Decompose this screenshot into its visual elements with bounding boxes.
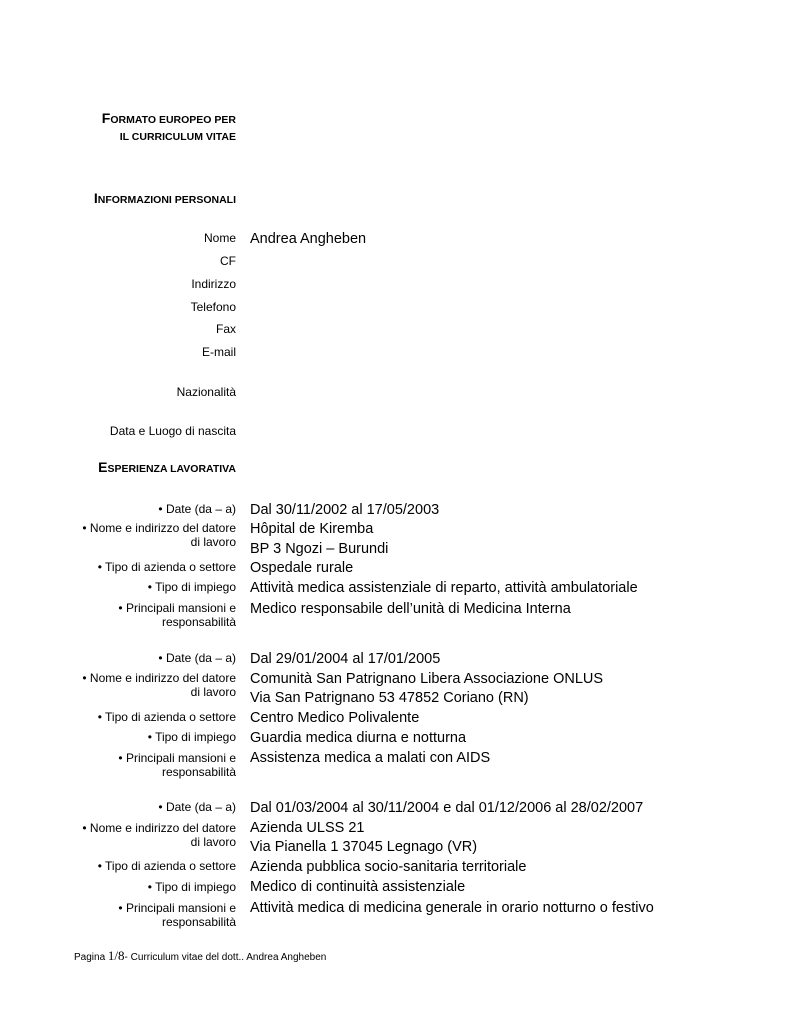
label-cf: CF (220, 254, 236, 268)
entry-3-job-type: Medico di continuità assistenziale (250, 879, 466, 895)
section-heading-personal-info (60, 191, 236, 207)
label-indirizzo: Indirizzo (191, 277, 236, 291)
label-date: • Date (da – a) (158, 800, 236, 814)
entry-2-sector: Centro Medico Polivalente (250, 710, 420, 726)
label-job-type: • Tipo di impiego (147, 580, 236, 594)
label-nome: Nome (203, 231, 236, 245)
section-heading-cap: E (98, 459, 108, 475)
label-fax: Fax (215, 322, 236, 336)
label-employer: • Nome e indirizzo del datore di lavoro (82, 671, 236, 699)
entry-1-job-type: Attività medica assistenziale di reparto, attività ambulatoriale (250, 580, 638, 596)
footer-document-title: - Curriculum vitae del dott.. Andrea Angheben (124, 952, 327, 963)
label-employer: • Nome e indirizzo del datore di lavoro (82, 521, 236, 549)
label-data-luogo-nascita: Data e Luogo di nascita (109, 424, 236, 438)
label-date: • Date (da – a) (158, 502, 236, 516)
label-sector: • Tipo di azienda o settore (97, 560, 236, 574)
label-email: E-mail (201, 345, 236, 359)
footer-page-number: 1/8 (107, 948, 125, 963)
entry-3-date: Dal 01/03/2004 al 30/11/2004 e dal 01/12/2006 al 28/02/2007 (250, 800, 644, 816)
section-heading-rest: SPERIENZA LAVORATIVA (107, 463, 236, 475)
title-initial-cap: F (101, 110, 111, 126)
title-line2-text: IL CURRICULUM VITAE (119, 131, 236, 143)
label-duties: • Principali mansioni e responsabilità (118, 601, 236, 629)
document-title-line2 (60, 128, 236, 144)
entry-3-employer-name: Azienda ULSS 21 (250, 820, 365, 836)
entry-2-duties: Assistenza medica a malati con AIDS (250, 750, 491, 766)
entry-2-employer-address: Via San Patrignano 53 47852 Coriano (RN) (250, 690, 529, 706)
label-sector: • Tipo di azienda o settore (97, 710, 236, 724)
section-heading-rest: NFORMAZIONI PERSONALI (97, 194, 236, 206)
label-job-type: • Tipo di impiego (147, 880, 236, 894)
section-heading-cap: I (93, 190, 98, 206)
label-employer: • Nome e indirizzo del datore di lavoro (82, 821, 236, 849)
label-duties: • Principali mansioni e responsabilità (118, 751, 236, 779)
label-duties: • Principali mansioni e responsabilità (118, 901, 236, 929)
label-job-type: • Tipo di impiego (147, 730, 236, 744)
entry-3-duties: Attività medica di medicina generale in orario notturno o festivo (250, 900, 654, 916)
entry-1-employer-address: BP 3 Ngozi – Burundi (250, 541, 389, 557)
entry-2-date: Dal 29/01/2004 al 17/01/2005 (250, 651, 441, 667)
label-sector: • Tipo di azienda o settore (97, 859, 236, 873)
entry-3-sector: Azienda pubblica socio-sanitaria territoriale (250, 859, 527, 875)
label-nazionalita: Nazionalità (176, 385, 236, 399)
entry-2-job-type: Guardia medica diurna e notturna (250, 730, 467, 746)
footer-prefix: Pagina (74, 952, 108, 963)
section-heading-work-experience (60, 460, 236, 476)
entry-1-employer-name: Hôpital de Kiremba (250, 521, 374, 537)
entry-3-employer-address: Via Pianella 1 37045 Legnago (VR) (250, 839, 478, 855)
value-nome: Andrea Angheben (250, 231, 367, 247)
entry-2-employer-name: Comunità San Patrignano Libera Associazione ONLUS (250, 671, 604, 687)
title-rest: ORMATO EUROPEO PER (110, 114, 236, 126)
document-title-line1 (60, 111, 236, 127)
entry-1-date: Dal 30/11/2002 al 17/05/2003 (250, 502, 440, 518)
entry-1-duties: Medico responsabile dell’unità di Medicina Interna (250, 601, 571, 617)
entry-1-sector: Ospedale rurale (250, 560, 354, 576)
page-footer (74, 948, 326, 964)
label-date: • Date (da – a) (158, 651, 236, 665)
label-telefono: Telefono (190, 300, 236, 314)
